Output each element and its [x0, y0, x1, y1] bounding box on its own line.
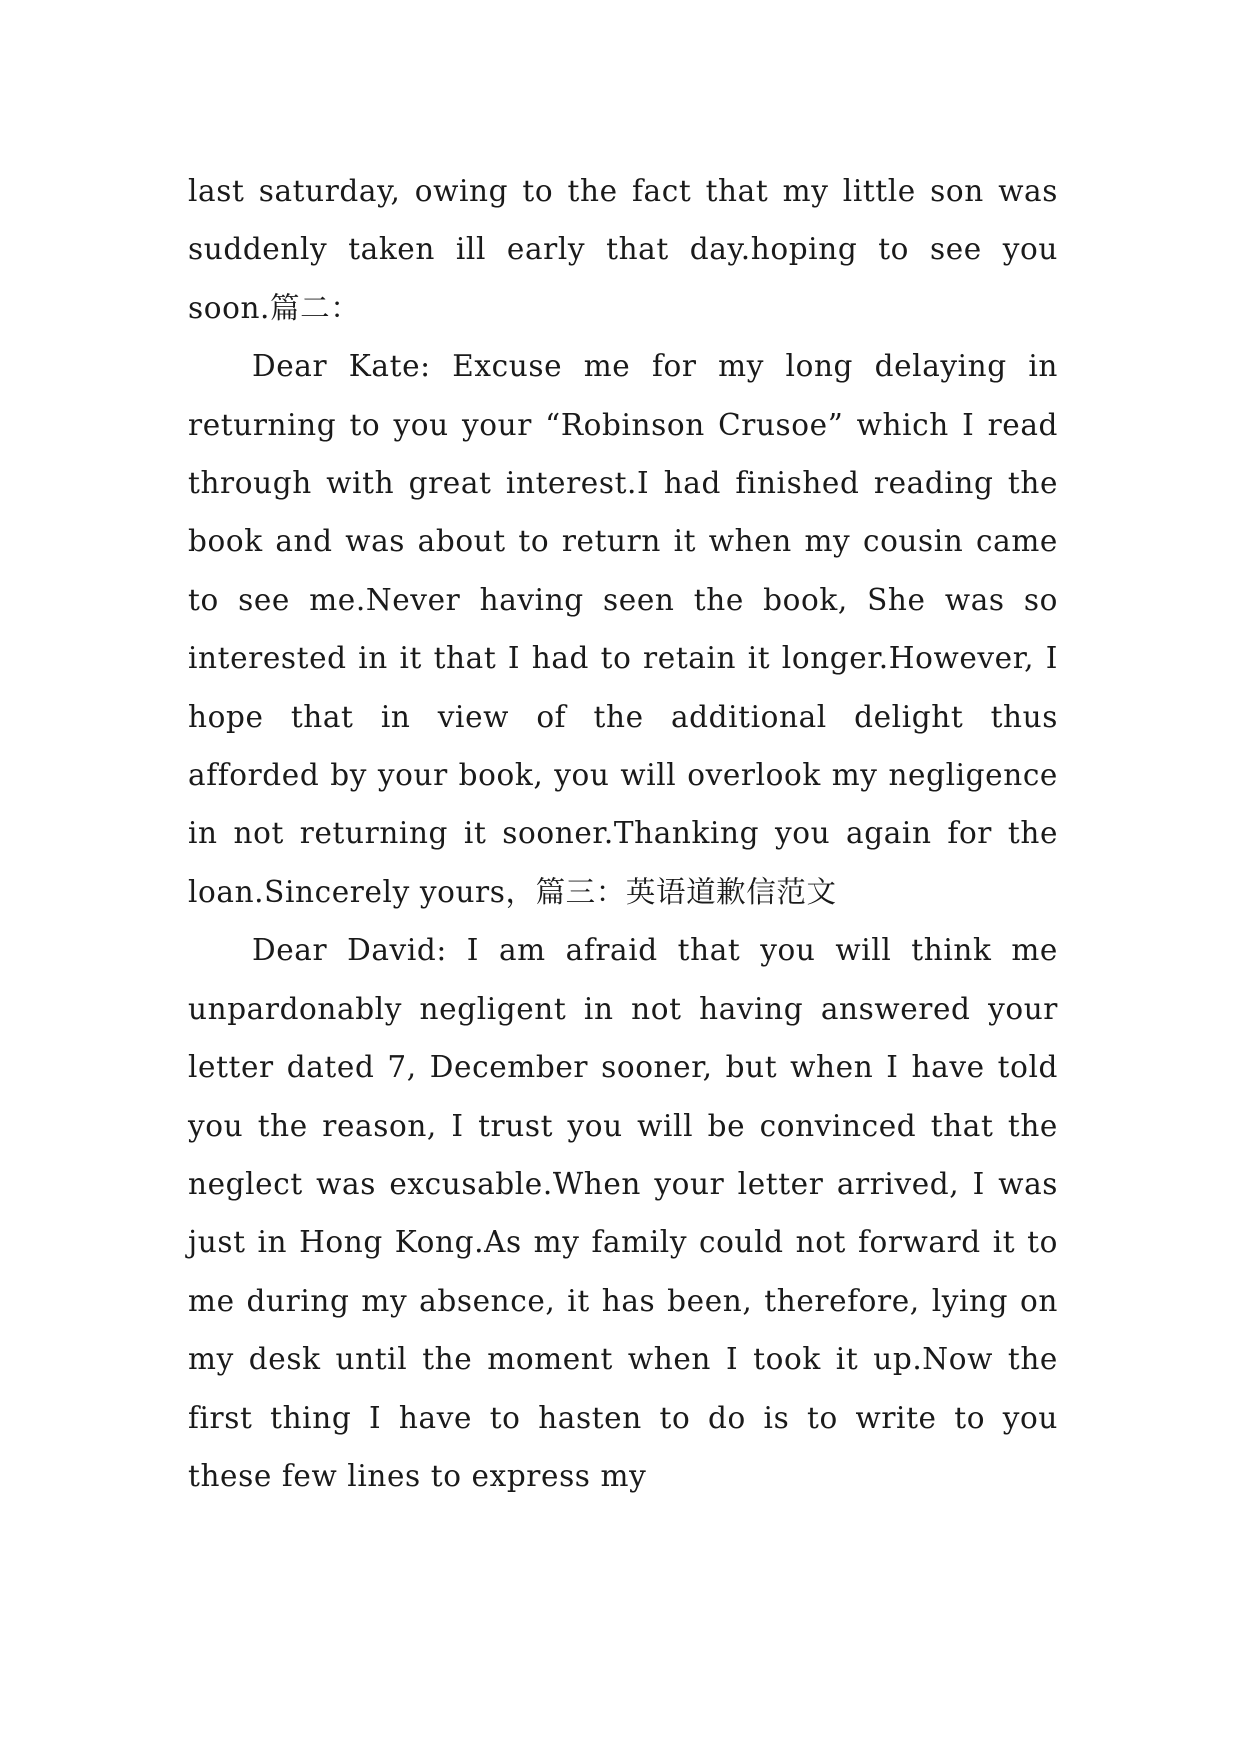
paragraph-letter-kate: Dear Kate: Excuse me for my long delaying in returning to you your “Robinson Crusoe” which I read through with great interest.I had finished reading the book and was about to return it when my cousin came to see me.Never having seen the book, She was so interested in it that I had to retain it longer.However, I hope that in view of the additional delight thus afforded by your book, you will overlook my negligence in not returning it sooner.Thanking you again for the loan.Sincerely yours，篇三：英语道歉信范文: [188, 349, 1058, 909]
document-body: [188, 162, 1058, 1505]
paragraph-letter-david: Dear David: I am afraid that you will think me unpardonably negligent in not having answered your letter dated 7, December sooner, but when I have told you the reason, I trust you will be convinced that the neglect was excusable.When your letter arrived, I was just in Hong Kong.As my family could not forward it to me during my absence, it has been, therefore, lying on my desk until the moment when I took it up.Now the first thing I have to hasten to do is to write to you these few lines to express my: [188, 933, 1058, 1493]
paragraph-continuation: last saturday, owing to the fact that my little son was suddenly taken ill early that day.hoping to see you soon.篇二：: [188, 174, 1058, 325]
